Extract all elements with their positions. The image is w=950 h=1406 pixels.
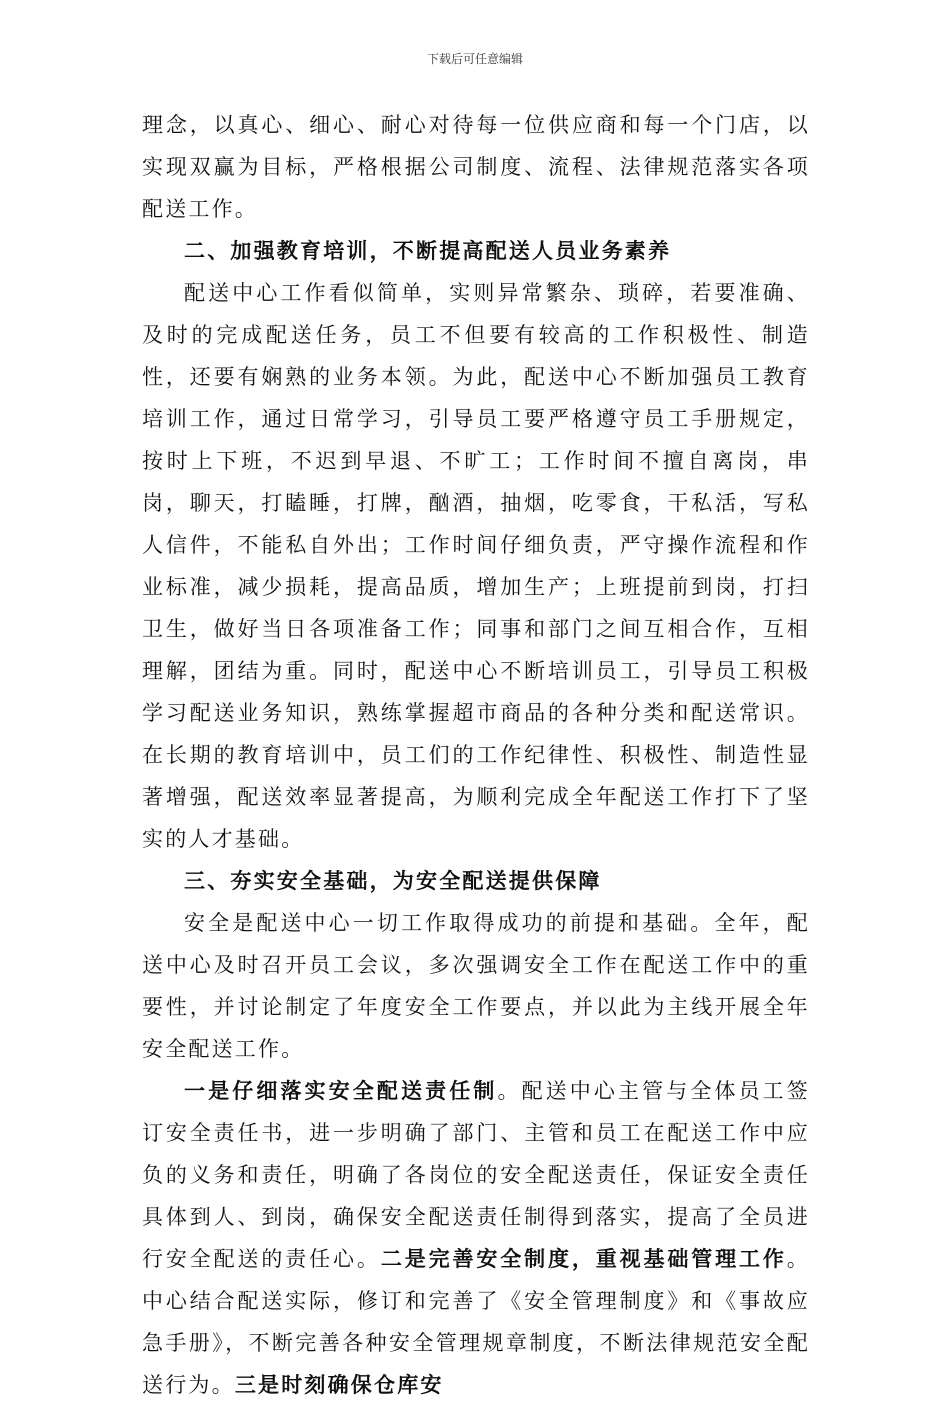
point-2-title: 二是完善安全制度，重视基础管理工作 bbox=[380, 1246, 787, 1271]
point-1-text: 。配送中心主管与全体员工签订安全责任书，进一步明确了部门、主管和员工在配送工作中应负的义务和责任，明确了各岗位的安全配送责任，保证安全责任具体到人、到岗，确保安全配送责任制得到落实，提高了全员进行安全配送的责任心。 bbox=[142, 1079, 810, 1271]
point-3-title: 三是时刻确保仓库安 bbox=[234, 1372, 444, 1397]
section-heading-2: 二、加强教育培训，不断提高配送人员业务素养 bbox=[184, 238, 672, 263]
paragraph-continuation: 理念，以真心、细心、耐心对待每一位供应商和每一个门店，以实现双赢为目标，严格根据公司制度、流程、法律规范落实各项配送工作。 bbox=[142, 113, 810, 221]
paragraph-safety-measures bbox=[142, 1070, 810, 1406]
paragraph-safety-intro: 安全是配送中心一切工作取得成功的前提和基础。全年，配送中心及时召开员工会议，多次强调安全工作在配送工作中的重要性，并讨论制定了年度安全工作要点，并以此为主线开展全年安全配送工作。 bbox=[142, 911, 810, 1061]
page-header-note: 下载后可任意编辑 bbox=[426, 52, 523, 66]
paragraph-training: 配送中心工作看似简单，实则异常繁杂、琐碎，若要准确、及时的完成配送任务，员工不但要有较高的工作积极性、制造性，还要有娴熟的业务本领。为此，配送中心不断加强员工教育培训工作，通过日常学习，引导员工要严格遵守员工手册规定，按时上下班，不迟到早退、不旷工；工作时间不擅自离岗，串岗，聊天，打瞌睡，打牌，酗酒，抽烟，吃零食，干私活，写私人信件，不能私自外出；工作时间仔细负责，严守操作流程和作业标准，减少损耗，提高品质，增加生产；上班提前到岗，打扫卫生，做好当日各项准备工作；同事和部门之间互相合作，互相理解，团结为重。同时，配送中心不断培训员工，引导员工积极学习配送业务知识，熟练掌握超市商品的各种分类和配送常识。在长期的教育培训中，员工们的工作纪律性、积极性、制造性显著增强，配送效率显著提高，为顺利完成全年配送工作打下了坚实的人才基础。 bbox=[142, 281, 810, 851]
section-heading-3: 三、夯实安全基础，为安全配送提供保障 bbox=[184, 868, 602, 893]
point-1-title: 一是仔细落实安全配送责任制 bbox=[184, 1078, 498, 1103]
document-body bbox=[142, 104, 810, 1406]
point-2-text: 。中心结合配送实际，修订和完善了《安全管理制度》和《事故应急手册》，不断完善各种安全管理规章制度，不断法律规范安全配送行为。 bbox=[142, 1247, 810, 1397]
